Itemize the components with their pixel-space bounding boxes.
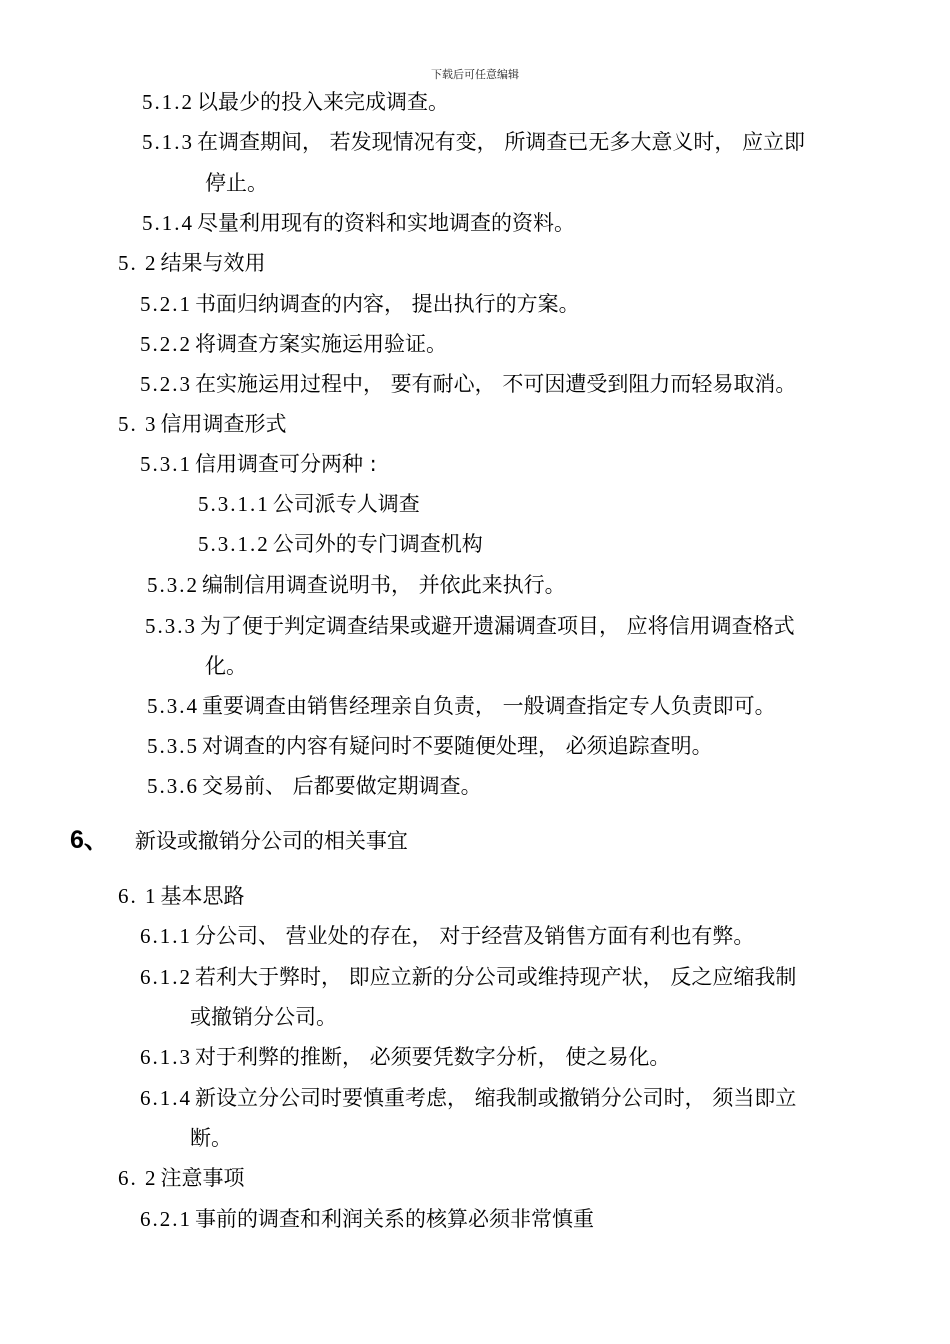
clause-5-3-1	[140, 450, 377, 478]
clause-number: 5.3.4	[147, 694, 199, 718]
clause-5-3-3	[145, 612, 795, 640]
clause-6-1-3	[140, 1043, 670, 1071]
clause-5-3-2	[147, 571, 566, 599]
section-number: 5. 3	[118, 412, 158, 436]
clause-5-1-3-continued	[205, 169, 268, 197]
section-6-1	[118, 882, 245, 910]
clause-number: 5.3.6	[147, 774, 199, 798]
clause-6-2-1	[140, 1205, 594, 1233]
clause-number: 5.3.1.1	[198, 492, 270, 516]
clause-number: 5.2.3	[140, 372, 192, 396]
clause-5-2-2	[140, 330, 447, 358]
clause-text: 停止。	[205, 171, 268, 195]
clause-number: 6.1.3	[140, 1045, 192, 1069]
section-5-3	[118, 410, 287, 438]
clause-6-1-4	[140, 1084, 796, 1112]
clause-number: 5.2.2	[140, 332, 192, 356]
clause-6-1-2	[140, 963, 796, 991]
clause-6-1-4-continued	[190, 1124, 232, 1152]
clause-text: 书面归纳调查的内容， 提出执行的方案。	[195, 292, 580, 316]
clause-text: 尽量利用现有的资料和实地调查的资料。	[197, 211, 575, 235]
clause-5-3-1-1	[198, 490, 420, 518]
clause-5-1-2	[142, 88, 449, 116]
clause-text: 对调查的内容有疑问时不要随便处理， 必须追踪查明。	[202, 734, 713, 758]
clause-number: 5.3.1.2	[198, 532, 270, 556]
section-6-2	[118, 1164, 245, 1192]
section-number: 6. 2	[118, 1166, 158, 1190]
clause-5-3-3-continued	[205, 652, 247, 680]
clause-text: 以最少的投入来完成调查。	[197, 90, 449, 114]
clause-text: 对于利弊的推断， 必须要凭数字分析， 使之易化。	[195, 1045, 671, 1069]
clause-text: 在实施运用过程中， 要有耐心， 不可因遭受到阻力而轻易取消。	[195, 372, 797, 396]
clause-number: 5.1.3	[142, 130, 194, 154]
clause-5-1-4	[142, 209, 575, 237]
clause-text: 事前的调查和利润关系的核算必须非常慎重	[195, 1207, 594, 1231]
clause-text: 断。	[190, 1126, 232, 1150]
clause-text: 公司派专人调查	[272, 492, 420, 516]
clause-5-3-1-2	[198, 530, 483, 558]
clause-number: 5.3.5	[147, 734, 199, 758]
clause-number: 5.3.2	[147, 573, 199, 597]
clause-text: 公司外的专门调查机构	[272, 532, 483, 556]
clause-number: 6.1.1	[140, 924, 192, 948]
clause-6-1-2-continued	[190, 1003, 337, 1031]
section-6-title: 新设或撤销分公司的相关事宜	[134, 829, 408, 853]
section-title: 结果与效用	[160, 251, 266, 275]
section-5-2	[118, 249, 266, 277]
clause-5-3-4	[147, 692, 776, 720]
clause-text: 重要调查由销售经理亲自负责， 一般调查指定专人负责即可。	[202, 694, 776, 718]
clause-text: 信用调查可分两种 :	[195, 452, 377, 476]
clause-number: 5.2.1	[140, 292, 192, 316]
section-number: 5. 2	[118, 251, 158, 275]
clause-text: 为了便于判定调查结果或避开遗漏调查项目， 应将信用调查格式	[200, 614, 795, 638]
clause-number: 5.1.4	[142, 211, 194, 235]
clause-text: 新设立分公司时要慎重考虑， 缩我制或撤销分公司时， 须当即立	[195, 1086, 797, 1110]
clause-5-3-6	[147, 772, 482, 800]
clause-number: 6.1.4	[140, 1086, 192, 1110]
section-6-number: 6、	[70, 826, 109, 854]
clause-text: 编制信用调查说明书， 并依此来执行。	[202, 573, 566, 597]
clause-text: 在调查期间， 若发现情况有变， 所调查已无多大意义时， 应立即	[197, 130, 806, 154]
clause-5-1-3	[142, 128, 805, 156]
section-title: 基本思路	[160, 884, 245, 908]
clause-6-1-1	[140, 922, 754, 950]
watermark: 下载后可任意编辑	[431, 68, 519, 81]
clause-text: 化。	[205, 654, 247, 678]
clause-5-2-3	[140, 370, 796, 398]
section-6-heading	[70, 824, 408, 859]
section-title: 注意事项	[160, 1166, 245, 1190]
clause-text: 或撤销分公司。	[190, 1005, 337, 1029]
clause-5-2-1	[140, 290, 580, 318]
clause-number: 5.3.3	[145, 614, 197, 638]
section-number: 6. 1	[118, 884, 158, 908]
clause-text: 若利大于弊时， 即应立新的分公司或维持现产状， 反之应缩我制	[195, 965, 797, 989]
section-title: 信用调查形式	[160, 412, 287, 436]
clause-number: 6.1.2	[140, 965, 192, 989]
clause-number: 5.1.2	[142, 90, 194, 114]
clause-5-3-5	[147, 732, 713, 760]
clause-text: 分公司、 营业处的存在， 对于经营及销售方面有利也有弊。	[195, 924, 755, 948]
clause-text: 将调查方案实施运用验证。	[195, 332, 447, 356]
clause-number: 5.3.1	[140, 452, 192, 476]
clause-number: 6.2.1	[140, 1207, 192, 1231]
clause-text: 交易前、 后都要做定期调查。	[202, 774, 482, 798]
